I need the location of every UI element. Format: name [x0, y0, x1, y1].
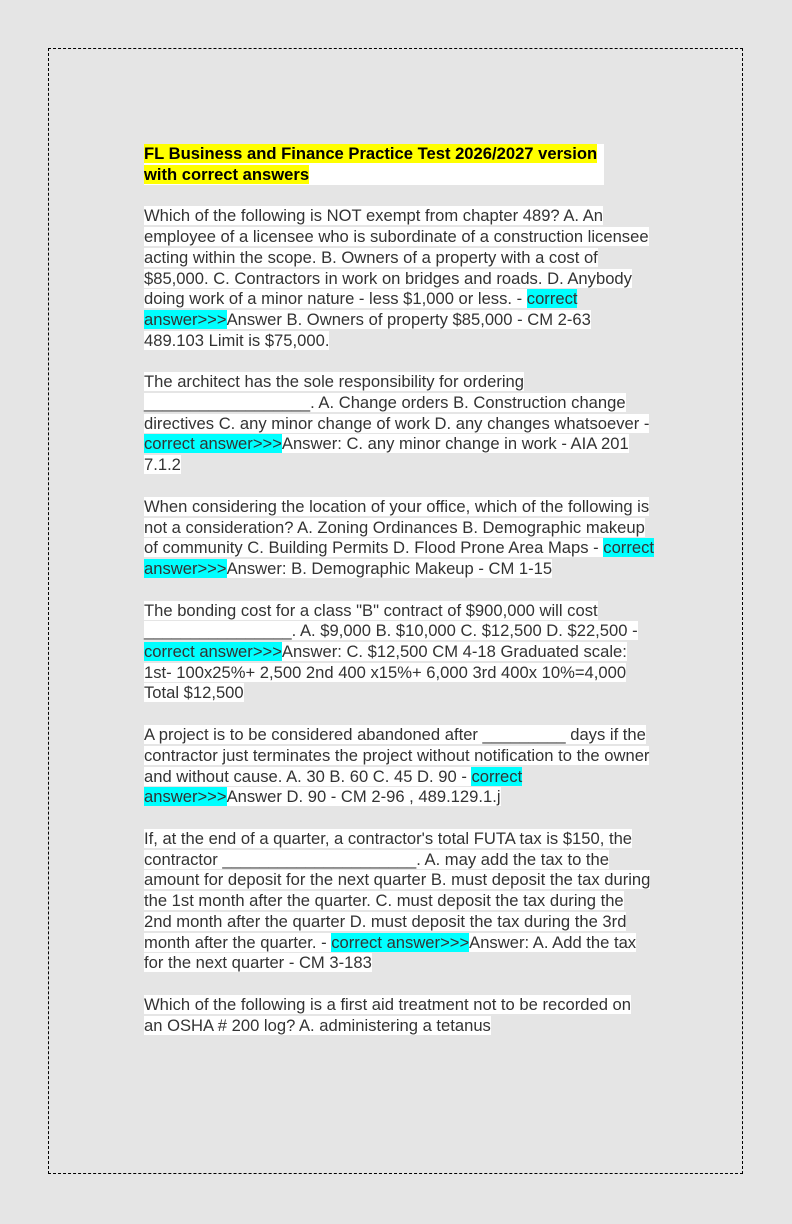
- question-text: Which of the following is NOT exempt from chapter 489? A. An employee of a licensee who is subordinate of a construction licensee acting within the scope. B. Owners of a property with a cost of $85,000. C. Contractors in work on bridges and roads. D. Anybody doing work of a minor nature - less $1,000 or less. -: [144, 206, 649, 309]
- document-title: [144, 144, 604, 185]
- question-1: [144, 206, 654, 351]
- question-text: When considering the location of your office, which of the following is not a consideration? A. Zoning Ordinances B. Demographic makeup of community C. Building Permits D. Flood Prone Area Maps -: [144, 496, 650, 558]
- question-2: [144, 372, 654, 476]
- question-4: [144, 601, 654, 705]
- question-text: Which of the following is a first aid treatment not to be recorded on an OSHA # 200 log? A. administering a tetanus: [144, 994, 632, 1035]
- answer-text: Answer: C. $12,500 CM 4-18 Graduated scale: 1st- 100x25%+ 2,500 2nd 400 x15%+ 6,000 3rd 400x 10%=4,000 Total $12,500: [144, 642, 627, 703]
- question-text: The architect has the sole responsibility for ordering __________________. A. Change orders B. Construction change directives C. any minor change of work D. any changes whatsoever -: [144, 372, 650, 433]
- answer-tag: correct answer>>>: [331, 932, 470, 952]
- question-3: [144, 497, 654, 580]
- question-5: [144, 725, 654, 808]
- answer-tag: correct answer>>>: [144, 289, 578, 329]
- question-text: A project is to be considered abandoned after _________ days if the contractor just terminates the project without notification to the owner and without cause. A. 30 B. 60 C. 45 D. 90 -: [144, 725, 650, 786]
- question-6: [144, 829, 654, 974]
- answer-text: Answer: B. Demographic Makeup - CM 1-15: [226, 558, 553, 578]
- answer-tag: correct answer>>>: [144, 538, 654, 578]
- document-body: [144, 144, 654, 1057]
- question-text: If, at the end of a quarter, a contractor's total FUTA tax is $150, the contractor _____________________. A. may add the tax to the amount for deposit for the next quarter B. must deposit the tax during the 1st month after the quarter. C. must deposit the tax during the 2nd month after the quarter D. must deposit the tax during the 3rd month after the quarter. -: [144, 828, 651, 952]
- answer-tag: correct answer>>>: [144, 434, 282, 454]
- answer-text: Answer D. 90 - CM 2-96 , 489.129.1.j: [226, 787, 501, 807]
- answer-text: Answer: C. any minor change in work - AIA 201 7.1.2: [144, 434, 629, 475]
- answer-tag: correct answer>>>: [144, 642, 282, 662]
- answer-text: Answer: A. Add the tax for the next quarter - CM 3-183: [144, 932, 637, 973]
- answer-tag: correct answer>>>: [144, 766, 523, 807]
- answer-text: Answer B. Owners of property $85,000 - CM 2-63 489.103 Limit is $75,000.: [144, 309, 591, 350]
- title-text: FL Business and Finance Practice Test 2026/2027 version with correct answers: [144, 144, 598, 184]
- question-text: The bonding cost for a class "B" contract of $900,000 will cost ________________. A. $9,000 B. $10,000 C. $12,500 D. $22,500 -: [144, 600, 638, 641]
- question-7: [144, 995, 654, 1036]
